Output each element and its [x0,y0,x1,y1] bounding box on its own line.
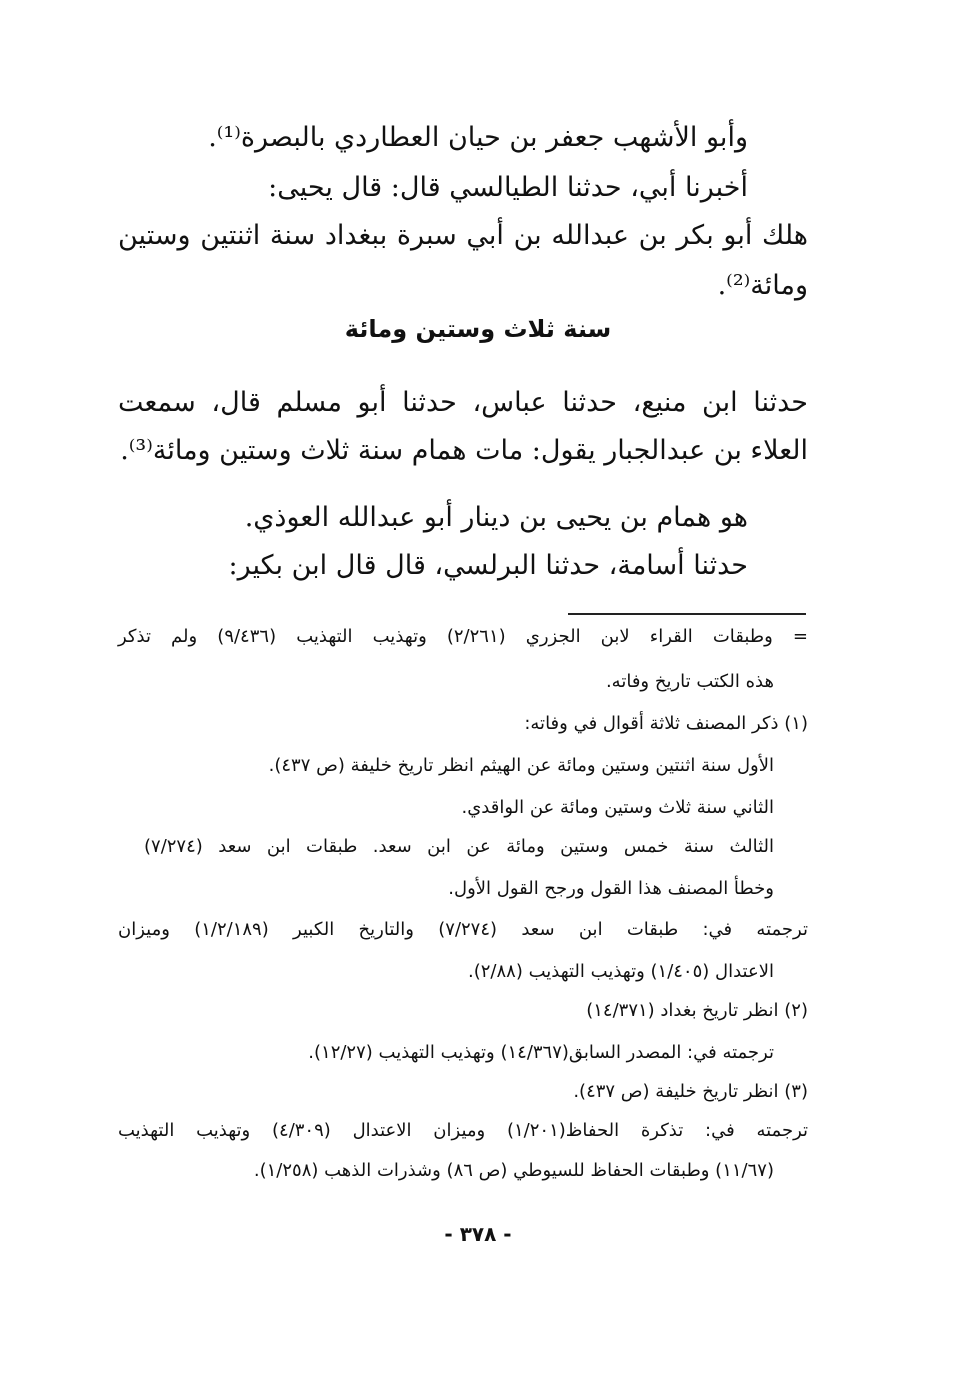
page-number: - ٣٧٨ - [444,1222,512,1246]
body-line: حدثنا أسامة، حدثنا البرلسي، قال قال ابن بكير: [228,550,748,581]
footnote-line: هذه الكتب تاريخ وفاته. [605,671,774,692]
body-line: ومائة⁽²⁾. [717,270,808,301]
footnote-line: (١) ذكر المصنف ثلاثة أقوال في وفاته: [524,713,808,734]
footnote-line: (٢) انظر تاريخ بغداد (١٤/٣٧١) [586,1000,808,1021]
footnote-separator [568,613,806,615]
body-line: أخبرنا أبي، حدثنا الطيالسي قال: قال يحيى: [268,172,748,203]
body-line: العلاء بن عبدالجبار يقول: مات همام سنة ثلاث وستين ومائة⁽³⁾. [120,435,808,466]
body-line: وأبو الأشهب جعفر بن حيان العطاردي بالبصرة⁽¹⁾. [208,122,748,153]
body-line: هلك أبو بكر بن عبدالله بن أبي سبرة ببغداد سنة اثنتين وستين [118,220,808,251]
footnote-line: الثالث سنة خمس وستين ومائة عن ابن سعد. طبقات ابن سعد (٧/٢٧٤) [144,836,774,857]
footnote-line: ترجمته في: تذكرة الحفاظ(١/٢٠١) وميزان الاعتدال (٤/٣٠٩) وتهذيب التهذيب [118,1120,809,1141]
body-line: حدثنا ابن منيع، حدثنا عباس، حدثنا أبو مسلم قال، سمعت [118,387,808,418]
footnote-line: الأول سنة اثنتين وستين ومائة عن الهيثم انظر تاريخ خليفة (ص ٤٣٧). [268,755,774,776]
section-heading: سنة ثلاث وستين ومائة [344,315,612,343]
footnote-line: ترجمته في: طبقات ابن سعد (٧/٢٧٤) والتاريخ الكبير (١/٢/١٨٩) وميزان [118,919,808,940]
footnote-line: = وطبقات القراء لابن الجزري (٢/٢٦١) وتهذيب التهذيب (٩/٤٣٦) ولم تذكر [118,626,808,647]
footnote-line: وخطأ المصنف هذا القول ورجح القول الأول. [448,878,774,899]
footnote-line: (٣) انظر تاريخ خليفة (ص ٤٣٧). [573,1081,808,1102]
footnote-line: ترجمته في: المصدر السابق(١٤/٣٦٧) وتهذيب التهذيب (١٢/٢٧). [308,1042,774,1063]
footnote-line: (١١/٦٧) وطبقات الحفاظ للسيوطي (ص ٨٦) وشذرات الذهب (١/٢٥٨). [253,1160,774,1181]
footnote-line: الاعتدال (١/٤٠٥) وتهذيب التهذيب (٢/٨٨). [468,961,774,982]
body-line: هو همام بن يحيى بن دينار أبو عبدالله العوذي. [244,502,748,533]
footnote-line: الثاني سنة ثلاث وستين ومائة عن الواقدي. [461,797,774,818]
